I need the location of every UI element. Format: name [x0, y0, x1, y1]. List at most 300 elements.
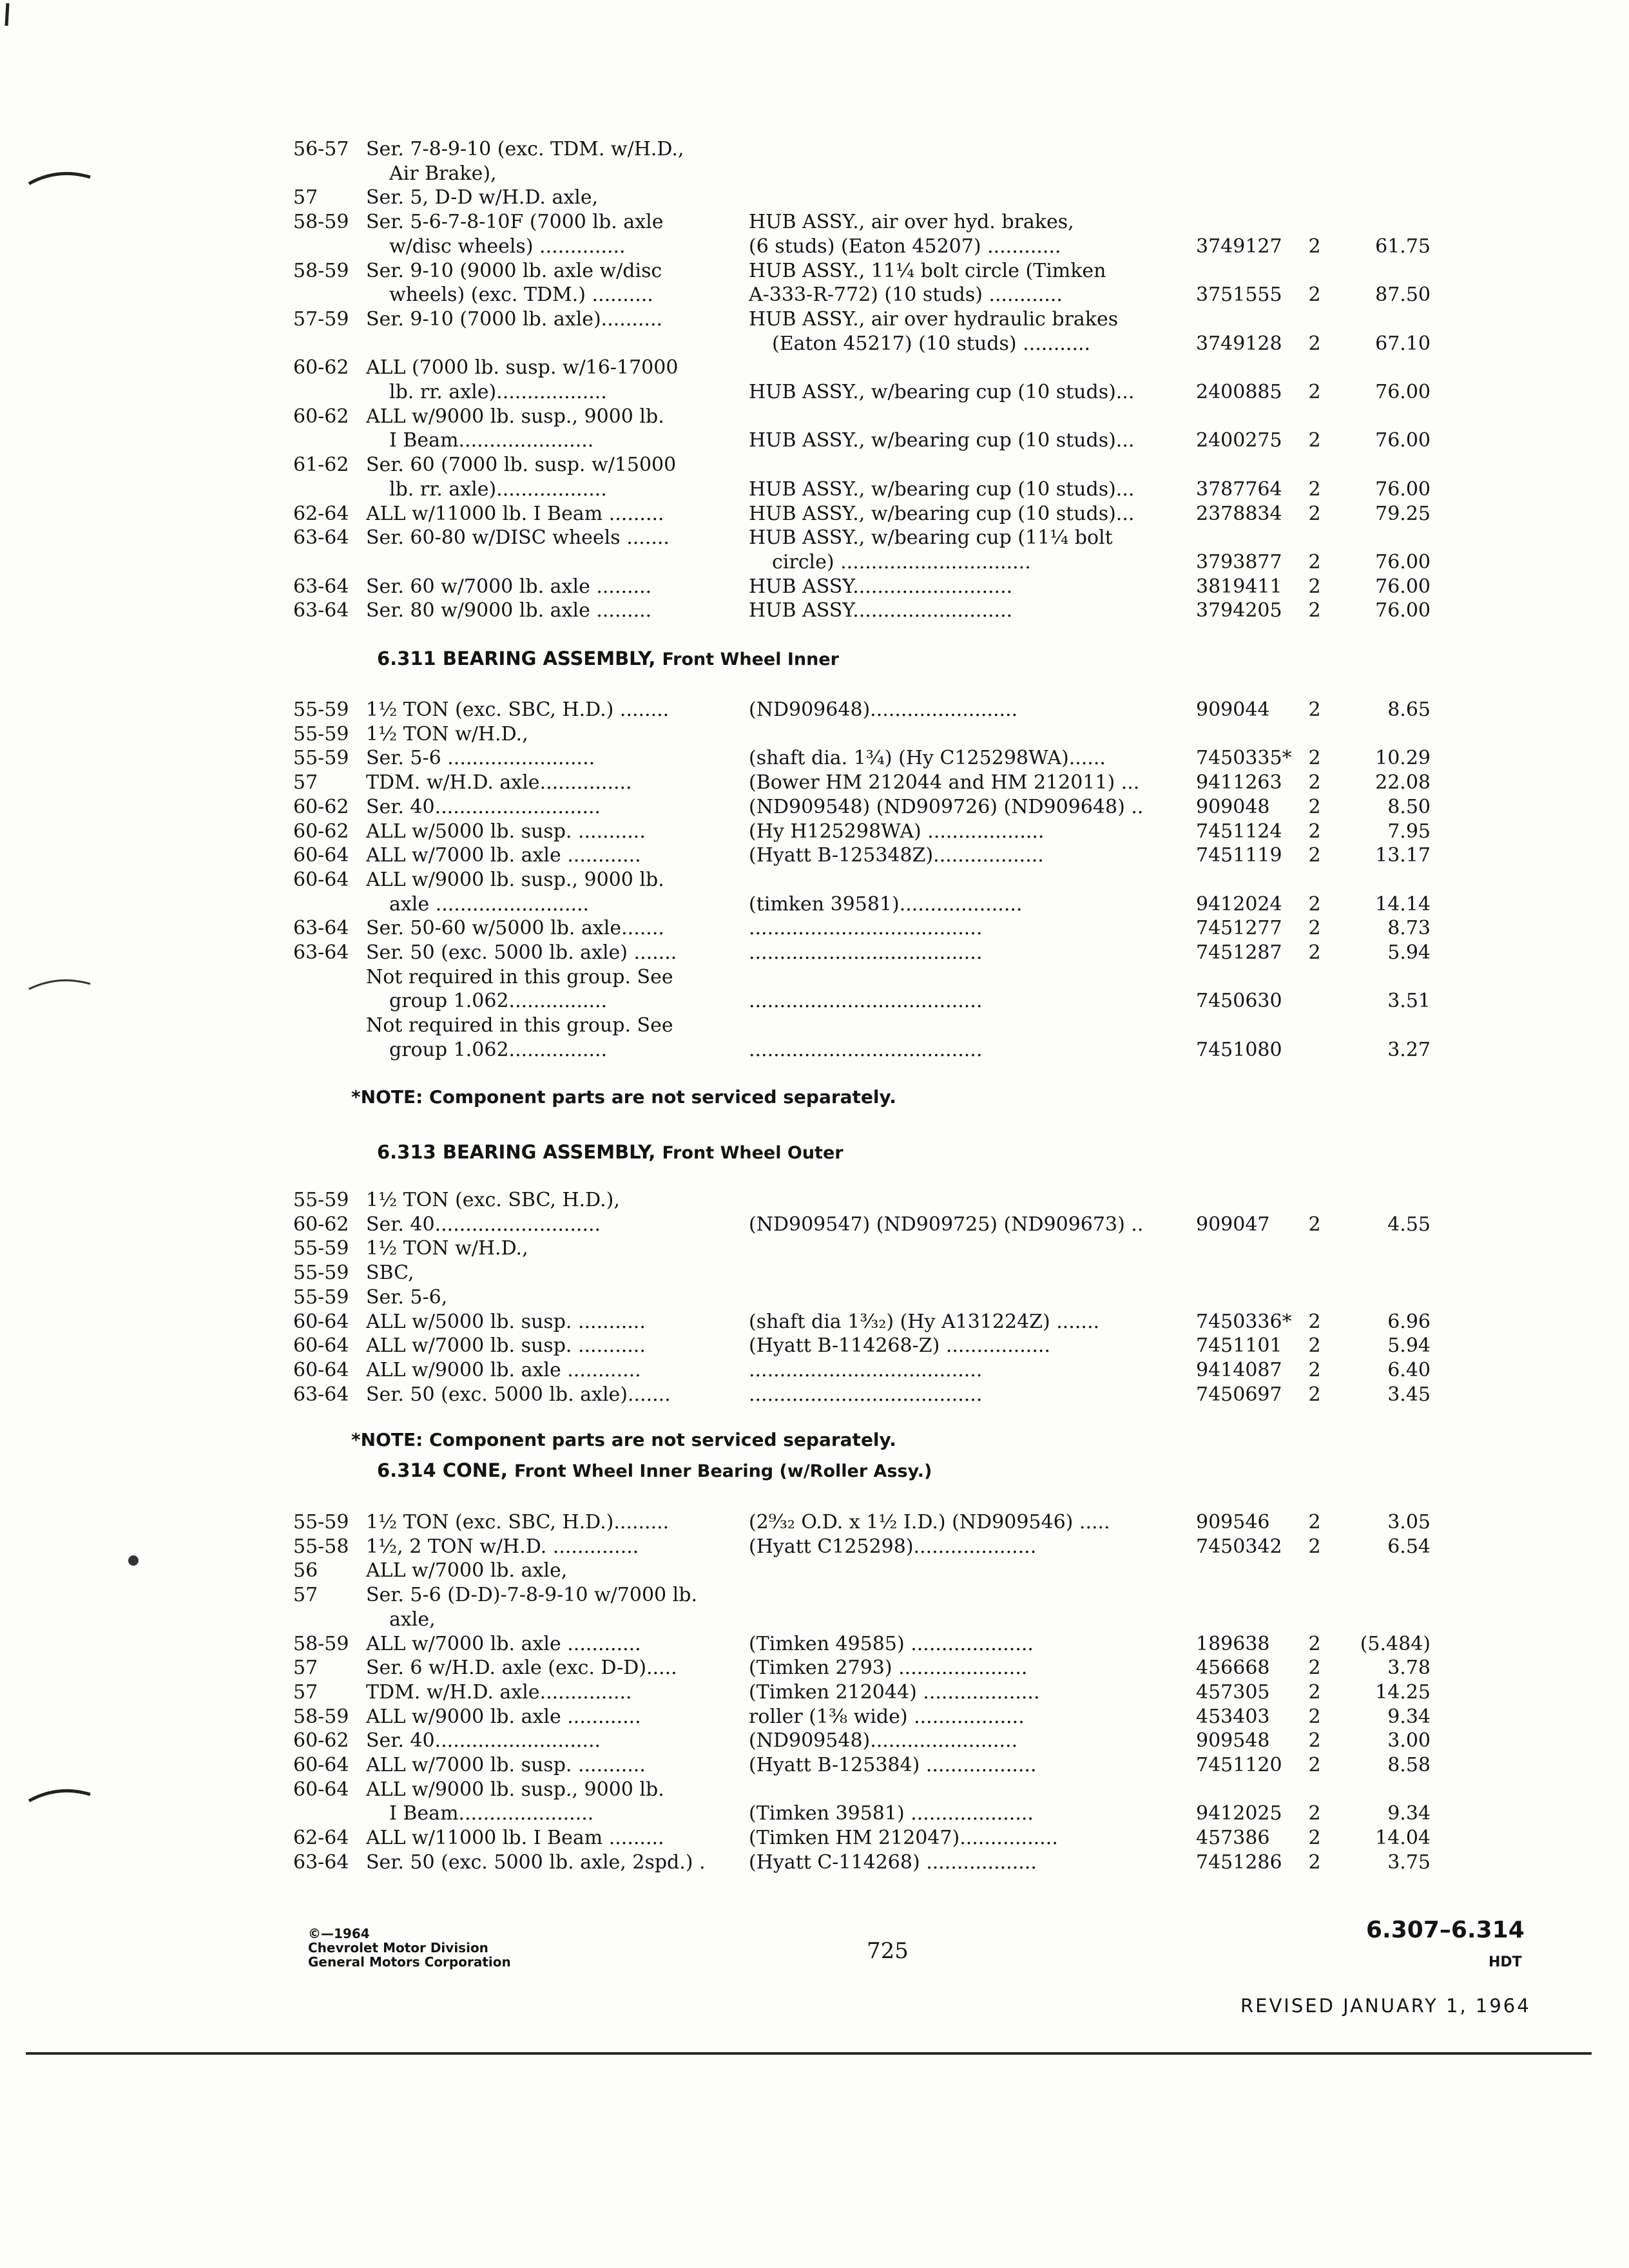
model-years: 55-59	[293, 1511, 349, 1533]
application: Ser. 60-80 w/DISC wheels .......	[366, 526, 670, 550]
model-years: 55-59	[293, 1237, 349, 1260]
table-row	[0, 1825, 1629, 1851]
application: Ser. 9-10 (7000 lb. axle)..........	[366, 307, 663, 331]
application: ALL w/11000 lb. I Beam .........	[366, 502, 664, 525]
application: Ser. 9-10 (9000 lb. axle w/disc	[366, 259, 662, 282]
price: 76.00	[1375, 550, 1431, 573]
quantity: 2	[1308, 820, 1321, 843]
quantity: 2	[1308, 795, 1321, 818]
price: 8.65	[1387, 698, 1431, 721]
quantity: 2	[1308, 332, 1321, 355]
table-row	[0, 1655, 1629, 1681]
description: ......................................	[749, 1038, 983, 1061]
description: (shaft dia 1³⁄₃₂) (Hy A131224Z) .......	[749, 1310, 1100, 1333]
application: ALL (7000 lb. susp. w/16-17000	[366, 356, 679, 380]
quantity: 2	[1308, 1358, 1321, 1381]
model-years: 60-64	[293, 1754, 349, 1776]
table-row	[0, 258, 1629, 284]
model-years: 60-64	[293, 1310, 349, 1333]
model-years: 55-59	[293, 1189, 349, 1211]
description: ......................................	[749, 1383, 983, 1406]
price: 13.17	[1375, 844, 1431, 867]
application: Ser. 50 (exc. 5000 lb. axle) .......	[366, 941, 677, 964]
application: ALL w/7000 lb. susp. ...........	[366, 1754, 646, 1776]
application: Ser. 50 (exc. 5000 lb. axle, 2spd.) .	[366, 1850, 706, 1874]
part-number: 457386	[1196, 1827, 1270, 1850]
table-row	[0, 1285, 1629, 1311]
application: ALL w/9000 lb. susp., 9000 lb.	[366, 1778, 664, 1801]
table-row	[0, 574, 1629, 600]
application: Ser. 50 (exc. 5000 lb. axle).......	[366, 1383, 671, 1406]
price: 14.04	[1375, 1827, 1431, 1850]
quantity: 2	[1308, 599, 1321, 622]
model-years: 63-64	[293, 526, 349, 550]
table-row	[0, 745, 1629, 771]
application: Not required in this group. See	[366, 965, 673, 988]
price: 8.73	[1387, 917, 1431, 940]
description: (Hyatt B-114268-Z) .................	[749, 1334, 1050, 1358]
model-years: 58-59	[293, 1632, 349, 1655]
part-number: 9412025	[1196, 1802, 1282, 1825]
description: (Bower HM 212044 and HM 212011) ...	[749, 771, 1140, 794]
application: Ser. 40...........................	[366, 1729, 601, 1753]
model-years: 60-62	[293, 405, 349, 428]
application: group 1.062................	[389, 1038, 608, 1061]
application: lb. rr. axle)..................	[389, 381, 607, 403]
application: ALL w/5000 lb. susp. ...........	[366, 820, 646, 843]
price: 76.00	[1375, 575, 1431, 598]
section-heading	[377, 1139, 843, 1166]
application: Ser. 40...........................	[366, 1213, 601, 1236]
part-number: 9414087	[1196, 1358, 1282, 1381]
application: Ser. 5-6 ........................	[366, 747, 595, 770]
table-row	[0, 722, 1629, 747]
description: A-333-R-772) (10 studs) ............	[749, 284, 1063, 307]
table-row	[0, 1358, 1629, 1383]
model-years: 60-64	[293, 844, 349, 867]
model-years: 58-59	[293, 211, 349, 234]
part-number: 7451120	[1196, 1754, 1282, 1776]
part-number: 7450335*	[1196, 747, 1292, 770]
quantity: 2	[1308, 1511, 1321, 1533]
section-title: BEARING ASSEMBLY,	[442, 1141, 656, 1163]
quantity: 2	[1308, 771, 1321, 794]
price: 3.45	[1387, 1383, 1431, 1406]
description: (ND909547) (ND909725) (ND909673) ..	[749, 1213, 1144, 1236]
application: ALL w/11000 lb. I Beam .........	[366, 1827, 664, 1850]
application: TDM. w/H.D. axle...............	[366, 771, 632, 794]
description: (Timken HM 212047)................	[749, 1827, 1058, 1850]
table-row	[0, 1704, 1629, 1730]
description: (Hyatt C-114268) ..................	[749, 1850, 1037, 1874]
scan-mark-top-left	[0, 0, 19, 39]
model-years: 57-59	[293, 307, 349, 331]
part-number: 909548	[1196, 1729, 1270, 1753]
description: (6 studs) (Eaton 45207) ............	[749, 235, 1061, 258]
description: ......................................	[749, 941, 983, 964]
model-years: 57	[293, 771, 318, 794]
application: 1½ TON w/H.D.,	[366, 1237, 528, 1260]
description: ......................................	[749, 917, 983, 940]
part-number: 7450342	[1196, 1535, 1282, 1558]
part-number: 7451124	[1196, 820, 1282, 843]
model-years: 55-58	[293, 1535, 349, 1558]
price: 61.75	[1375, 235, 1431, 258]
model-years: 62-64	[293, 502, 349, 525]
bottom-rule	[26, 2052, 1592, 2055]
price: 6.40	[1387, 1358, 1431, 1381]
part-number: 453403	[1196, 1705, 1270, 1728]
description: (Hyatt B-125384) ..................	[749, 1754, 1037, 1776]
price: 3.51	[1387, 990, 1431, 1013]
description: (shaft dia. 1¾) (Hy C125298WA)......	[749, 747, 1106, 770]
model-years: 57	[293, 1584, 318, 1607]
quantity: 2	[1308, 1535, 1321, 1558]
application: ALL w/7000 lb. axle ............	[366, 1632, 641, 1655]
description: roller (1⅜ wide) ..................	[749, 1705, 1025, 1728]
part-number: 3749128	[1196, 332, 1282, 355]
price: 76.00	[1375, 381, 1431, 403]
part-number: 909044	[1196, 698, 1270, 721]
copyright-line: ©—1964	[308, 1926, 370, 1941]
table-row	[0, 137, 1629, 162]
price: 5.94	[1387, 1334, 1431, 1358]
model-years: 60-64	[293, 1334, 349, 1358]
table-row	[0, 452, 1629, 478]
table-row	[0, 1728, 1629, 1754]
description: HUB ASSY., 11¼ bolt circle (Timken	[749, 259, 1106, 282]
description: ......................................	[749, 1358, 983, 1381]
quantity: 2	[1308, 1657, 1321, 1680]
table-row	[0, 209, 1629, 235]
model-years: 55-59	[293, 747, 349, 770]
part-number: 7451287	[1196, 941, 1282, 964]
price: (5.484)	[1360, 1632, 1431, 1655]
description: HUB ASSY., w/bearing cup (11¼ bolt	[749, 526, 1113, 550]
price: 4.55	[1387, 1213, 1431, 1236]
description: (Hyatt C125298)....................	[749, 1535, 1037, 1558]
application: ALL w/7000 lb. axle,	[366, 1559, 568, 1582]
quantity: 2	[1308, 1334, 1321, 1358]
part-number: 2400275	[1196, 429, 1282, 452]
description: (Timken 212044) ...................	[749, 1680, 1040, 1704]
table-row	[0, 1850, 1629, 1876]
model-years: 57	[293, 1657, 318, 1680]
table-row	[0, 501, 1629, 527]
footer-publisher	[308, 1927, 511, 1969]
table-row	[0, 1382, 1629, 1408]
model-years: 58-59	[293, 1705, 349, 1728]
quantity: 2	[1308, 698, 1321, 721]
part-number: 3819411	[1196, 575, 1282, 598]
description: HUB ASSY., air over hydraulic brakes	[749, 307, 1119, 331]
quantity: 2	[1308, 917, 1321, 940]
description: HUB ASSY..........................	[749, 599, 1013, 622]
note: *NOTE: Component parts are not serviced separately.	[351, 1429, 896, 1450]
application: TDM. w/H.D. axle...............	[366, 1680, 632, 1704]
part-number: 2400885	[1196, 381, 1282, 403]
table-row	[0, 1631, 1629, 1657]
application: 1½ TON w/H.D.,	[366, 722, 528, 745]
page-number: 725	[867, 1938, 909, 1964]
application: ALL w/5000 lb. susp. ...........	[366, 1310, 646, 1333]
quantity: 2	[1308, 1705, 1321, 1728]
application: Ser. 7-8-9-10 (exc. TDM. w/H.D.,	[366, 138, 684, 160]
corporation-line: General Motors Corporation	[308, 1954, 511, 1970]
price: 79.25	[1375, 502, 1431, 525]
application: wheels) (exc. TDM.) ..........	[389, 284, 653, 307]
quantity: 2	[1308, 1213, 1321, 1236]
part-number: 909546	[1196, 1511, 1270, 1533]
quantity: 2	[1308, 477, 1321, 501]
quantity: 2	[1308, 1827, 1321, 1850]
table-row	[0, 867, 1629, 893]
table-row	[0, 794, 1629, 820]
table-row	[0, 1212, 1629, 1238]
price: 67.10	[1375, 332, 1431, 355]
part-number: 7450697	[1196, 1383, 1282, 1406]
table-row	[0, 940, 1629, 966]
table-row	[0, 1013, 1629, 1039]
model-years: 55-59	[293, 1285, 349, 1309]
application: Ser. 60 w/7000 lb. axle .........	[366, 575, 652, 598]
table-row	[0, 307, 1629, 332]
description: (Timken 2793) .....................	[749, 1657, 1028, 1680]
section-subtitle: Front Wheel Inner	[662, 649, 839, 669]
application: Ser. 5-6-7-8-10F (7000 lb. axle	[366, 211, 664, 234]
description: (Hyatt B-125348Z)..................	[749, 844, 1044, 867]
price: 9.34	[1387, 1802, 1431, 1825]
table-row	[0, 1582, 1629, 1608]
description: (Timken 39581) ....................	[749, 1802, 1034, 1825]
application: Ser. 80 w/9000 lb. axle .........	[366, 599, 652, 622]
quantity: 2	[1308, 892, 1321, 916]
price: 14.25	[1375, 1680, 1431, 1704]
part-number: 189638	[1196, 1632, 1270, 1655]
price: 8.58	[1387, 1754, 1431, 1776]
application: Ser. 5-6,	[366, 1285, 448, 1309]
table-row	[0, 892, 1629, 918]
price: 3.75	[1387, 1850, 1431, 1874]
application: Not required in this group. See	[366, 1014, 673, 1037]
section-title: CONE,	[442, 1459, 508, 1481]
table-row	[0, 1187, 1629, 1213]
application: Ser. 5-6 (D-D)-7-8-9-10 w/7000 lb.	[366, 1584, 697, 1607]
application: ALL w/9000 lb. axle ............	[366, 1358, 641, 1381]
note: *NOTE: Component parts are not serviced separately.	[351, 1086, 896, 1108]
section-subtitle: Front Wheel Inner Bearing (w/Roller Assy.)	[514, 1461, 932, 1481]
price: 5.94	[1387, 941, 1431, 964]
price: 3.27	[1387, 1038, 1431, 1061]
section-subtitle: Front Wheel Outer	[662, 1143, 843, 1163]
application: I Beam......................	[389, 429, 594, 452]
table-row	[0, 161, 1629, 187]
application: ALL w/7000 lb. susp. ...........	[366, 1334, 646, 1358]
part-number: 3749127	[1196, 235, 1282, 258]
model-years: 57	[293, 1680, 318, 1704]
application: ALL w/9000 lb. susp., 9000 lb.	[366, 868, 664, 891]
price: 3.00	[1387, 1729, 1431, 1753]
model-years: 61-62	[293, 454, 349, 477]
table-row	[0, 428, 1629, 454]
model-years: 60-64	[293, 1358, 349, 1381]
description: HUB ASSY., w/bearing cup (10 studs)...	[749, 381, 1135, 403]
application: axle .........................	[389, 892, 590, 916]
table-row	[0, 988, 1629, 1014]
quantity: 2	[1308, 502, 1321, 525]
table-row	[0, 1777, 1629, 1803]
part-number: 909048	[1196, 795, 1270, 818]
table-row	[0, 550, 1629, 575]
quantity: 2	[1308, 844, 1321, 867]
part-number: 3787764	[1196, 477, 1282, 501]
price: 76.00	[1375, 599, 1431, 622]
quantity: 2	[1308, 1383, 1321, 1406]
price: 87.50	[1375, 284, 1431, 307]
table-row	[0, 380, 1629, 405]
model-years: 56	[293, 1559, 318, 1582]
model-years: 55-59	[293, 698, 349, 721]
table-row	[0, 916, 1629, 941]
quantity: 2	[1308, 429, 1321, 452]
quantity: 2	[1308, 235, 1321, 258]
quantity: 2	[1308, 381, 1321, 403]
description: (Eaton 45217) (10 studs) ...........	[772, 332, 1091, 355]
application: ALL w/9000 lb. susp., 9000 lb.	[366, 405, 664, 428]
model-years: 63-64	[293, 1383, 349, 1406]
description: HUB ASSY., w/bearing cup (10 studs)...	[749, 502, 1135, 525]
part-number: 7450630	[1196, 990, 1282, 1013]
model-years: 63-64	[293, 941, 349, 964]
table-row	[0, 1801, 1629, 1827]
table-row	[0, 185, 1629, 211]
quantity: 2	[1308, 550, 1321, 573]
quantity: 2	[1308, 575, 1321, 598]
description: (Timken 49585) ....................	[749, 1632, 1034, 1655]
table-row	[0, 1333, 1629, 1359]
section-number: 6.313	[377, 1141, 436, 1163]
price: 10.29	[1375, 747, 1431, 770]
table-row	[0, 965, 1629, 990]
part-number: 9411263	[1196, 771, 1282, 794]
quantity: 2	[1308, 1632, 1321, 1655]
model-years: 63-64	[293, 575, 349, 598]
application: I Beam......................	[389, 1802, 594, 1825]
part-number: 7451101	[1196, 1334, 1282, 1358]
table-row	[0, 355, 1629, 381]
price: 8.50	[1387, 795, 1431, 818]
quantity: 2	[1308, 1802, 1321, 1825]
model-years: 60-62	[293, 1213, 349, 1236]
price: 76.00	[1375, 429, 1431, 452]
quantity: 2	[1308, 1310, 1321, 1333]
model-years: 55-59	[293, 1262, 349, 1285]
description: (ND909548)........................	[749, 1729, 1018, 1753]
model-years: 62-64	[293, 1827, 349, 1850]
quantity: 2	[1308, 284, 1321, 307]
table-row	[0, 1510, 1629, 1535]
application: 1½ TON (exc. SBC, H.D.),	[366, 1189, 620, 1211]
price: 9.34	[1387, 1705, 1431, 1728]
section-number: 6.311	[377, 648, 436, 669]
table-row	[0, 404, 1629, 430]
application: axle,	[389, 1608, 436, 1631]
model-years: 63-64	[293, 599, 349, 622]
application: Ser. 5, D-D w/H.D. axle,	[366, 186, 599, 209]
model-years: 55-59	[293, 722, 349, 745]
price: 76.00	[1375, 477, 1431, 501]
model-years: 60-64	[293, 1778, 349, 1801]
description: (ND909648)........................	[749, 698, 1018, 721]
application: w/disc wheels) ..............	[389, 235, 626, 258]
table-row	[0, 1037, 1629, 1063]
model-years: 63-64	[293, 1850, 349, 1874]
part-number: 7450336*	[1196, 1310, 1292, 1333]
table-row	[0, 1260, 1629, 1286]
application: Ser. 6 w/H.D. axle (exc. D-D).....	[366, 1657, 677, 1680]
part-number: 7451277	[1196, 917, 1282, 940]
description: ......................................	[749, 990, 983, 1013]
table-row	[0, 1753, 1629, 1778]
application: 1½ TON (exc. SBC, H.D.).........	[366, 1511, 670, 1533]
model-years: 58-59	[293, 259, 349, 282]
description: (ND909548) (ND909726) (ND909648) ..	[749, 795, 1144, 818]
description: (timken 39581)....................	[749, 892, 1023, 916]
table-row	[0, 1680, 1629, 1706]
part-number: 7451119	[1196, 844, 1282, 867]
price: 22.08	[1375, 771, 1431, 794]
application: ALL w/9000 lb. axle ............	[366, 1705, 641, 1728]
application: Ser. 60 (7000 lb. susp. w/15000	[366, 454, 677, 477]
description: HUB ASSY., w/bearing cup (10 studs)...	[749, 429, 1135, 452]
part-number: 457305	[1196, 1680, 1270, 1704]
quantity: 2	[1308, 941, 1321, 964]
table-row	[0, 331, 1629, 357]
table-row	[0, 819, 1629, 845]
part-number: 9412024	[1196, 892, 1282, 916]
table-row	[0, 697, 1629, 723]
application: ALL w/7000 lb. axle ............	[366, 844, 641, 867]
model-years: 63-64	[293, 917, 349, 940]
quantity: 2	[1308, 1680, 1321, 1704]
description: (2⁹⁄₃₂ O.D. x 1½ I.D.) (ND909546) .....	[749, 1511, 1110, 1533]
quantity: 2	[1308, 1850, 1321, 1874]
table-row	[0, 843, 1629, 869]
price: 6.54	[1387, 1535, 1431, 1558]
part-number: 909047	[1196, 1213, 1270, 1236]
description: (Hy H125298WA) ...................	[749, 820, 1045, 843]
revised-date: REVISED JANUARY 1, 1964	[1240, 1995, 1531, 2017]
section-number: 6.314	[377, 1459, 436, 1481]
part-number: 3751555	[1196, 284, 1282, 307]
table-row	[0, 1534, 1629, 1560]
section-range: 6.307–6.314	[1366, 1917, 1525, 1943]
table-row	[0, 598, 1629, 624]
part-number: 456668	[1196, 1657, 1270, 1680]
section-heading	[377, 646, 839, 673]
table-row	[0, 1607, 1629, 1633]
model-years: 56-57	[293, 138, 349, 160]
table-row	[0, 1309, 1629, 1335]
series-code: HDT	[1489, 1954, 1522, 1970]
model-years: 60-62	[293, 1729, 349, 1753]
section-heading	[377, 1457, 932, 1485]
model-years: 60-62	[293, 356, 349, 380]
application: lb. rr. axle)..................	[389, 477, 607, 501]
table-row	[0, 1236, 1629, 1262]
application: SBC,	[366, 1262, 414, 1285]
application: group 1.062................	[389, 990, 608, 1013]
